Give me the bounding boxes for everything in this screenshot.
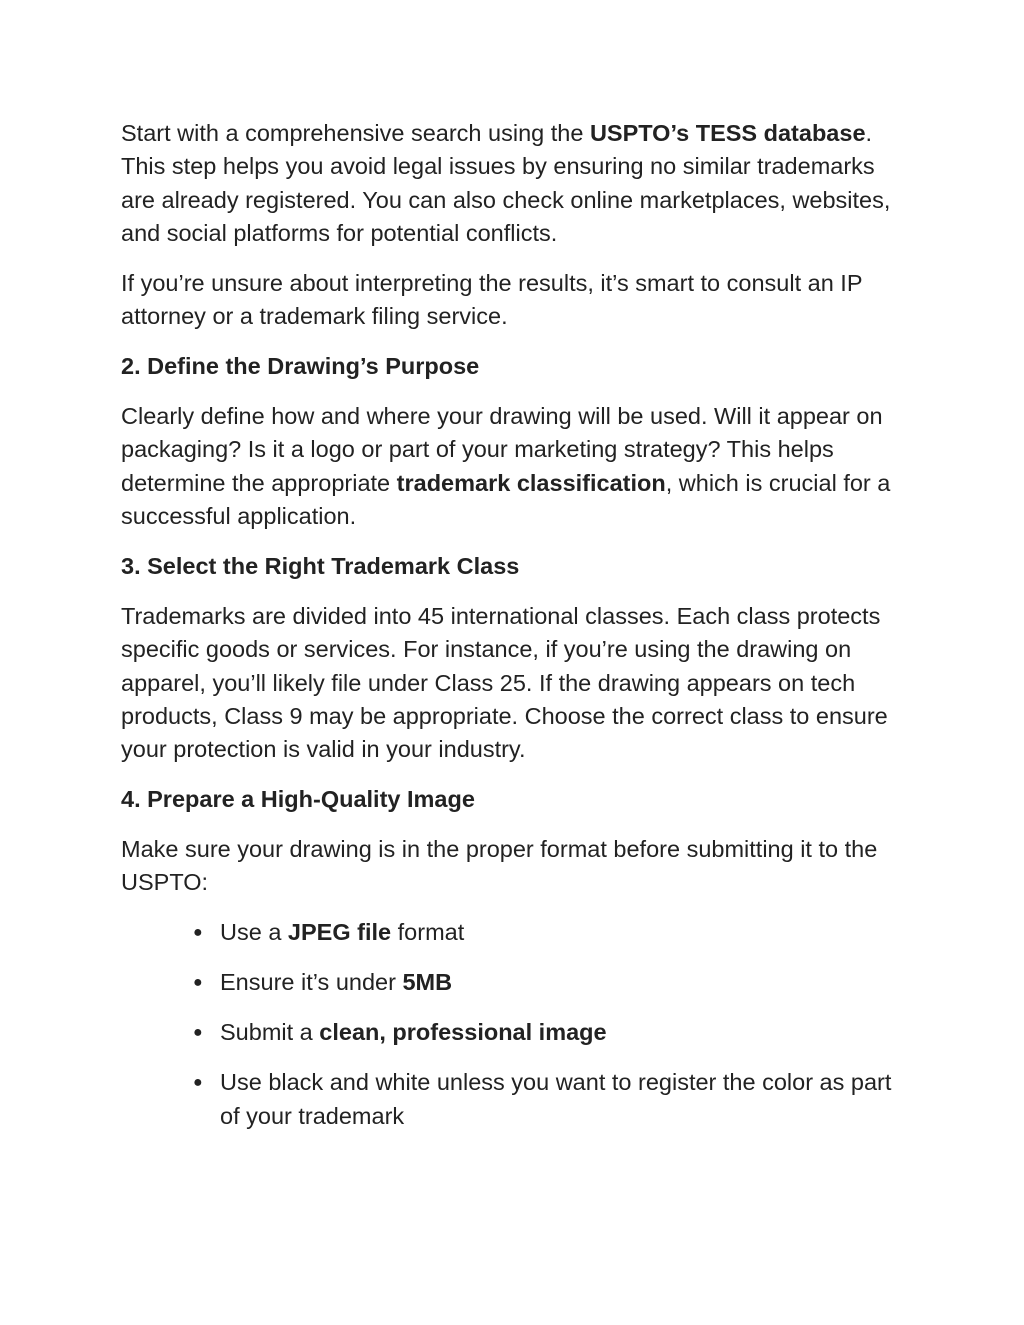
define-text-a: Clearly define how and where your drawing will be used. Will it appear on packaging? Is it a logo or part of your marketing strategy? This helps determine the appropriate [121,403,883,496]
bullet-icon: ● [193,1074,203,1092]
intro-text-a: Start with a comprehensive search using the [121,120,590,146]
intro-paragraph [121,117,911,250]
select-class-paragraph: Trademarks are divided into 45 international classes. Each class protects specific goods or services. For instance, if you’re using the drawing on apparel, you’ll likely file under Class 25. If the drawing appears on tech products, Class 9 may be appropriate. Choose the correct class to ensure your protection is valid in your industry. [121,603,888,763]
heading-select-class: 3. Select the Right Trademark Class [121,553,520,580]
requirements-list [121,916,911,1133]
list-item [193,1066,892,1133]
consult-paragraph: If you’re unsure about interpreting the results, it’s smart to consult an IP attorney or a trademark filing service. [121,269,863,330]
define-purpose-paragraph [121,400,911,533]
list-item-bold: 5MB [402,969,453,996]
list-item-pre: Ensure it’s under [220,969,403,996]
prepare-image-intro: Make sure your drawing is in the proper format before submitting it to the USPTO: [121,836,878,896]
bullet-icon: ● [193,974,203,992]
list-item-bold: clean, professional image [319,1019,607,1046]
define-bold-classification: trademark classification [396,469,666,496]
list-item-pre: Use a [220,919,288,946]
list-item-post: format [391,919,465,946]
intro-bold-database: USPTO’s TESS database [589,120,866,146]
define-text-b: , which is crucial for a successful application. [121,469,891,530]
document-page [121,117,911,1150]
heading-define-purpose: 2. Define the Drawing’s Purpose [121,353,480,380]
list-item [193,1016,892,1049]
list-item [193,966,892,999]
list-item-pre: Use black and white unless you want to register the color as part of your trademark [220,1069,892,1129]
list-item-pre: Submit a [220,1019,320,1046]
bullet-icon: ● [193,1024,203,1042]
heading-prepare-image: 4. Prepare a High-Quality Image [121,786,475,813]
intro-text-b: . This step helps you avoid legal issues by ensuring no similar trademarks are already registered. You can also check online marketplaces, websites, and social platforms for potential conflicts. [121,120,891,246]
list-item [193,916,892,949]
bullet-icon: ● [193,924,203,942]
list-item-bold: JPEG file [287,919,392,946]
